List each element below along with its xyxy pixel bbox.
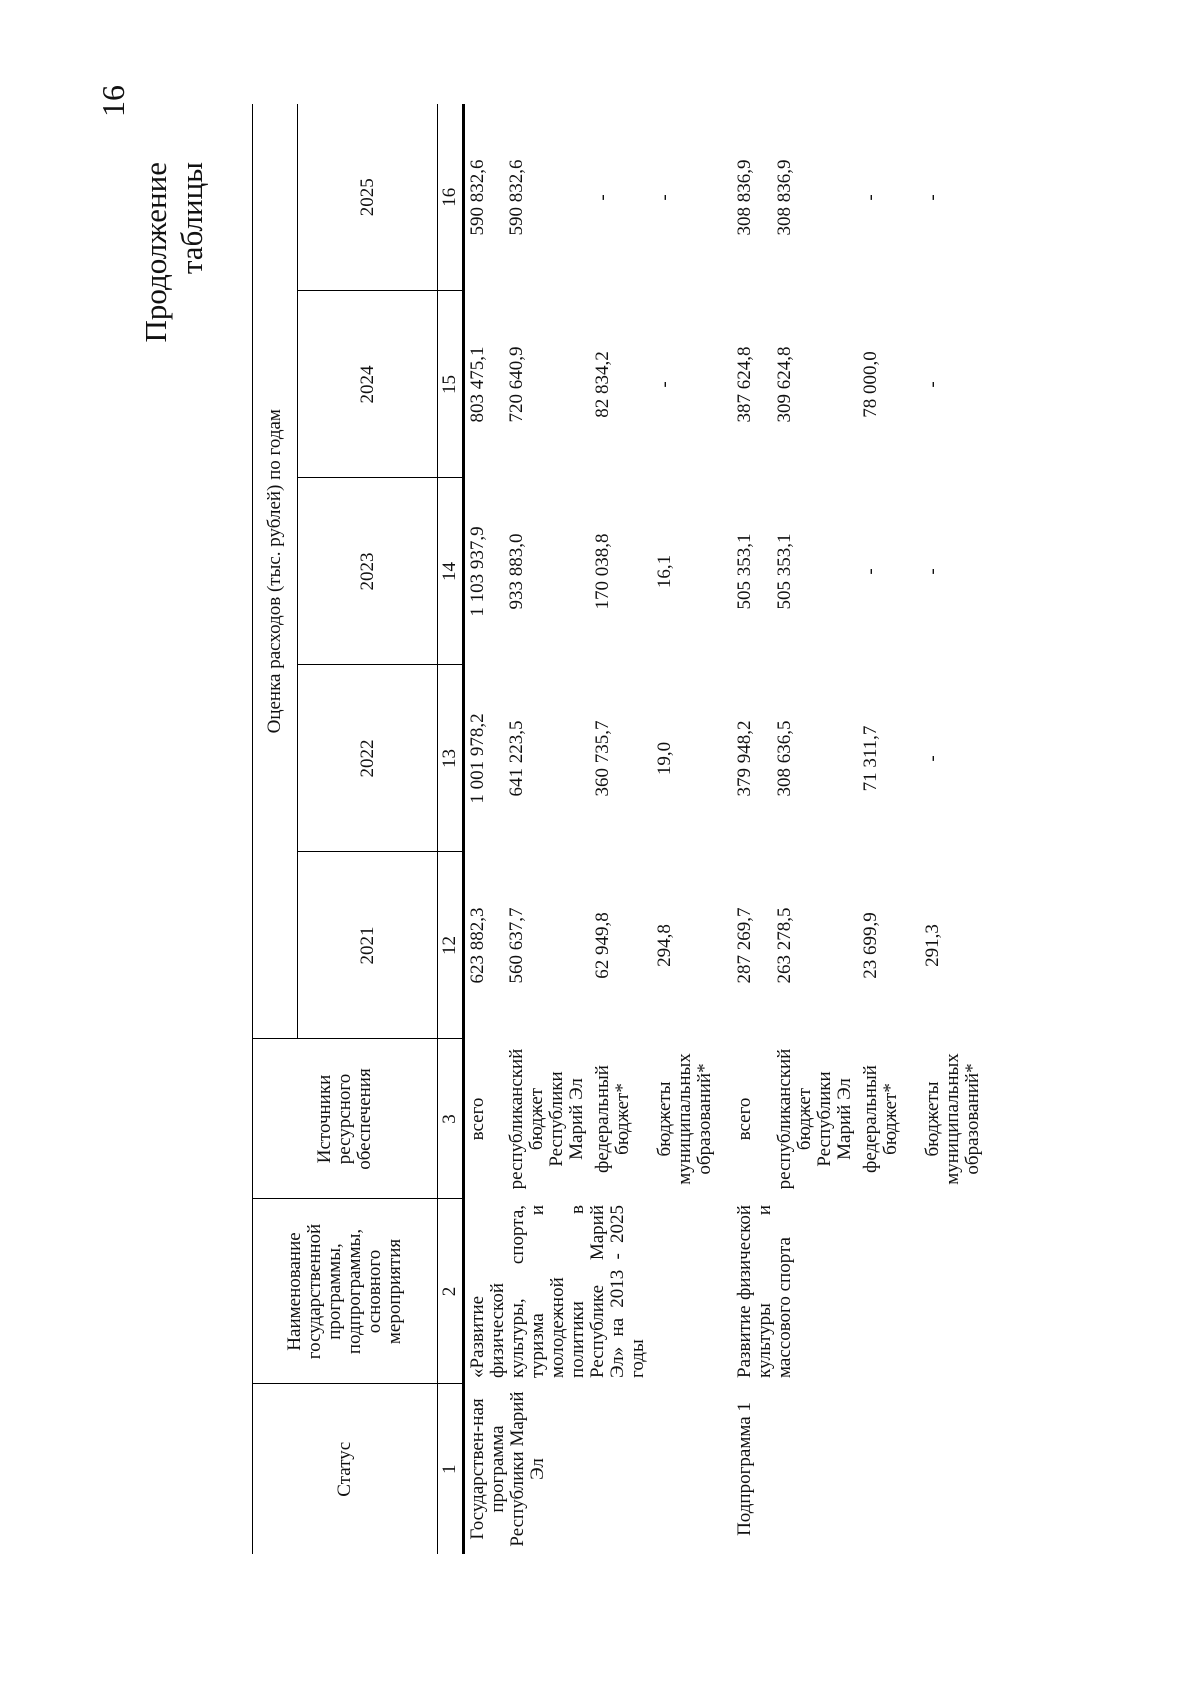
value-cell: 803 475,1: [467, 346, 488, 423]
value-cell: 294,8: [653, 924, 675, 967]
value-cell: 590 832,6: [467, 159, 488, 236]
header-year: 2023: [298, 478, 438, 665]
source-cell: республиканский бюджет Республики Марий Эл: [773, 1048, 855, 1190]
value-cell: -: [921, 381, 943, 388]
status-cell: Государствен-ная программа Республики Марий Эл: [467, 1391, 548, 1547]
value-cell: 16,1: [653, 554, 675, 589]
source-cell: бюджеты муниципальных образований*: [921, 1053, 983, 1185]
value-cell: 62 949,8: [591, 912, 613, 979]
value-cell: 308 836,9: [733, 159, 755, 236]
value-cell: 82 834,2: [591, 351, 613, 418]
column-number: 12: [438, 852, 464, 1039]
value-cell: 309 624,8: [773, 346, 795, 423]
header-year: 2021: [298, 852, 438, 1039]
column-number: 2: [438, 1199, 464, 1384]
column-number: 15: [438, 291, 464, 478]
value-cell: 1 103 937,9: [467, 526, 488, 617]
header-resource-sources: Источники ресурсного обеспечения: [253, 1039, 438, 1199]
header-status: Статус: [253, 1384, 438, 1554]
source-cell: бюджеты муниципальных образований*: [653, 1053, 715, 1185]
header-program-name: Наименование государственной программы, подпрограммы, основного мероприятия: [253, 1199, 438, 1384]
header-year: 2024: [298, 291, 438, 478]
column-number: 13: [438, 665, 464, 852]
value-cell: 720 640,9: [505, 346, 527, 423]
value-cell: -: [921, 568, 943, 575]
value-cell: -: [921, 194, 943, 201]
value-cell: 623 882,3: [467, 907, 488, 984]
value-cell: 291,3: [921, 924, 943, 967]
value-cell: -: [653, 194, 675, 201]
page-number: 16: [95, 85, 131, 117]
source-cell: федеральный бюджет*: [859, 1065, 901, 1173]
header-year: 2025: [298, 104, 438, 291]
value-cell: 590 832,6: [505, 159, 527, 236]
header-expenditure-estimate: Оценка расходов (тыс. рублей) по годам: [253, 104, 298, 1039]
column-number: 3: [438, 1039, 464, 1199]
value-cell: -: [859, 568, 881, 575]
program-name-cell: «Развитие физической культуры, спорта, туризма и молодежной политики в Республике Марий Эл» на 2013 - 2025 годы: [467, 1205, 648, 1378]
source-cell: республиканский бюджет Республики Марий Эл: [505, 1048, 587, 1190]
status-cell: Подпрограмма 1: [733, 1402, 755, 1536]
value-cell: 505 353,1: [733, 533, 755, 610]
value-cell: 23 699,9: [859, 912, 881, 979]
value-cell: 287 269,7: [733, 907, 755, 984]
value-cell: 505 353,1: [773, 533, 795, 610]
table-row: [464, 104, 504, 1554]
value-cell: 19,0: [653, 741, 675, 776]
value-cell: 170 038,8: [591, 533, 613, 610]
column-number: 16: [438, 104, 464, 291]
source-cell: всего: [467, 1097, 488, 1141]
value-cell: 560 637,7: [505, 907, 527, 984]
value-cell: -: [591, 194, 613, 201]
table-row: [732, 104, 772, 1554]
table-continuation-title: Продолжение таблицы: [138, 162, 209, 343]
value-cell: -: [653, 381, 675, 388]
value-cell: -: [859, 194, 881, 201]
column-number: 1: [438, 1384, 464, 1554]
value-cell: 263 278,5: [773, 907, 795, 984]
value-cell: 308 836,9: [773, 159, 795, 236]
expenditure-table: [252, 104, 1000, 1554]
value-cell: 71 311,7: [859, 725, 881, 792]
value-cell: 78 000,0: [859, 351, 881, 418]
value-cell: 379 948,2: [733, 720, 755, 797]
value-cell: 933 883,0: [505, 533, 527, 610]
program-name-cell: Развитие физической культуры и массового спорта: [733, 1205, 795, 1378]
value-cell: -: [921, 755, 943, 762]
column-number-row: [438, 104, 464, 1554]
value-cell: 1 001 978,2: [467, 713, 488, 804]
column-number: 14: [438, 478, 464, 665]
value-cell: 360 735,7: [591, 720, 613, 797]
value-cell: 387 624,8: [733, 346, 755, 423]
value-cell: 308 636,5: [773, 720, 795, 797]
header-year: 2022: [298, 665, 438, 852]
value-cell: 641 223,5: [505, 720, 527, 797]
source-cell: всего: [733, 1097, 755, 1141]
source-cell: федеральный бюджет*: [591, 1065, 633, 1173]
